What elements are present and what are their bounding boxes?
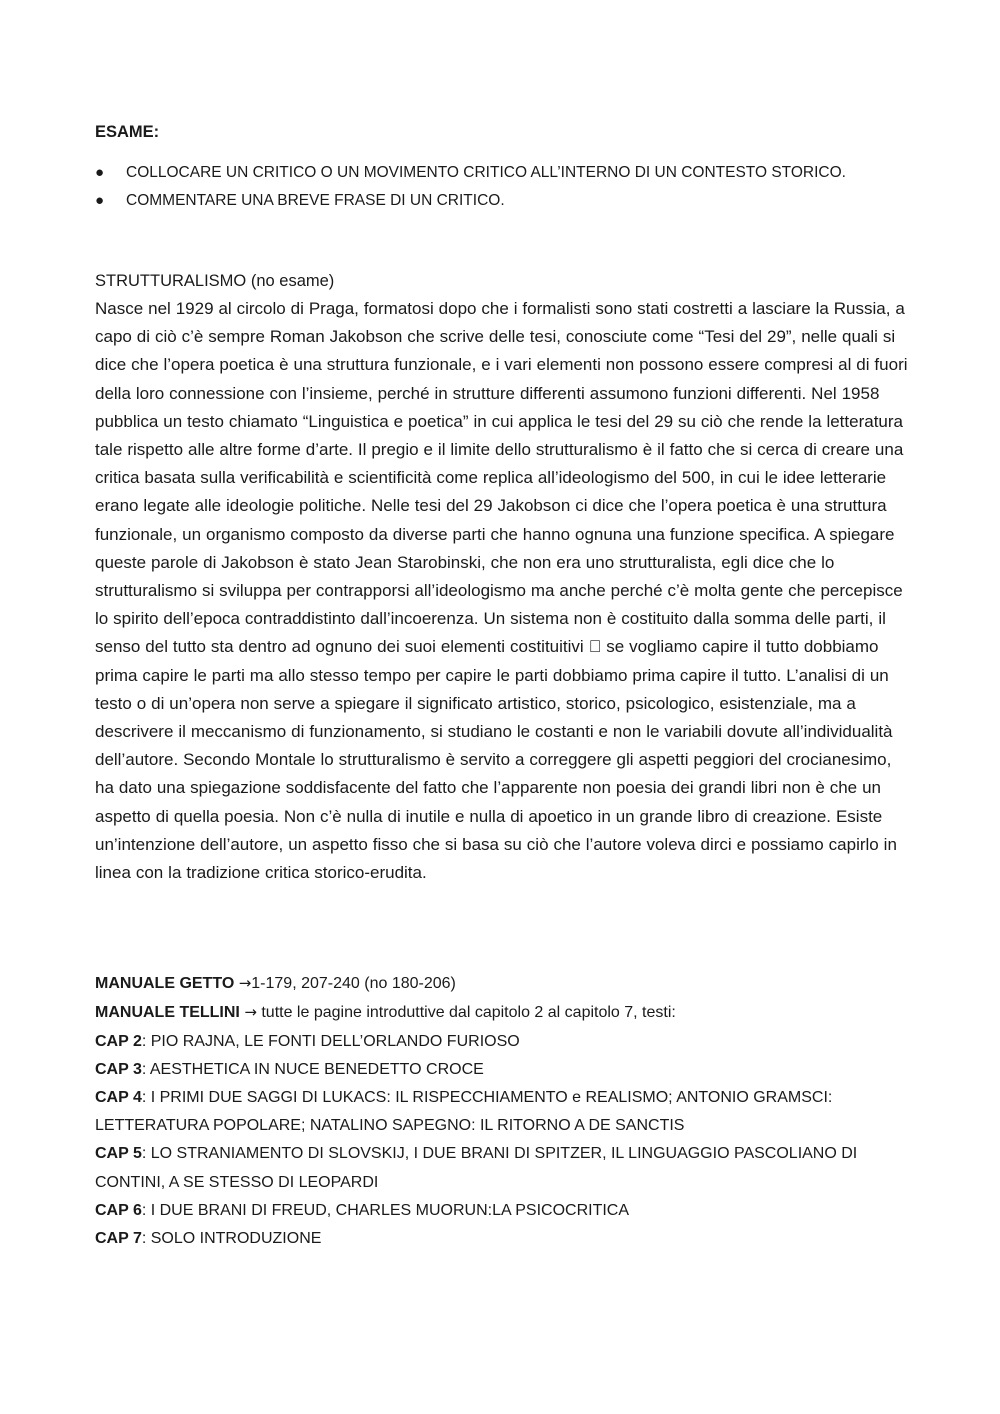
exam-bullet-item (95, 187, 910, 215)
exam-bullet-text: COMMENTARE UNA BREVE FRASE DI UN CRITICO. (126, 192, 505, 209)
chapter-text: : AESTHETICA IN NUCE BENEDETTO CROCE (141, 1060, 484, 1078)
chapter-line (95, 1140, 910, 1196)
chapter-line (95, 1225, 910, 1253)
chapter-label: CAP 3 (95, 1060, 142, 1078)
chapter-label: CAP 2 (95, 1032, 142, 1050)
bullet-icon: ● (95, 192, 105, 209)
bullet-icon: ● (95, 164, 105, 181)
structuralism-paragraph: Nasce nel 1929 al circolo di Praga, formatosi dopo che i formalisti sono stati costretti a lasciare la Russia, a capo di ciò c’è sempre Roman Jakobson che scrive delle tesi, conosciute come “Tesi del 29”, nelle quali si dice che l’opera poetica è una struttura funzionale, e i vari elementi non possono essere compresi al di fuori della loro connessione con l’insieme, perché in strutture differenti assumono funzioni differenti. Nel 1958 pubblica un testo chiamato “Linguistica e poetica” in cui applica le tesi del 29 su ciò che rende la letteratura tale rispetto alle altre forme d’arte. Il pregio e il limite dello strutturalismo è il fatto che si cerca di creare una critica basata sulla verificabilità e scientificità come replica all’ideologismo del 500, in cui le idee letterarie erano legate alle ideologie politiche. Nelle tesi del 29 Jakobson ci dice che l’opera poetica è una struttura funzionale, un organismo composto da diverse parti che hanno ognuna una funzione specifica. A spiegare queste parole di Jakobson è stato Jean Starobinski, che non era uno strutturalista, egli dice che lo strutturalismo si sviluppa per contrapporsi all’ideologismo ma anche perché c’è molta gente che percepisce lo spirito dell’epoca contraddistinto dall’incoerenza. Un sistema non è costituito dalla somma delle parti, il senso del tutto sta dentro ad ognuno dei suoi elementi costituitivi ￾ se vogliamo capire il tutto dobbiamo prima capire le parti ma allo stesso tempo per capire le parti dobbiamo prima capire il tutto. L’analisi di un testo o di un’opera non serve a spiegare il significato artistico, storico, psicologico, esistenziale, ma a descrivere il meccanismo di funzionamento, si studiano le costanti e non le variabili dovute all’individualità dell’autore. Secondo Montale lo strutturalismo è servito a correggere gli aspetti peggiori del crocianesimo, ha dato una spiegazione soddisfacente del fatto che l’apparente non poesia dei grandi libri non è che un aspetto di quella poesia. Non c’è nulla di inutile e nulla di apoetico in un grande libro di creazione. Esiste un’intenzione dell’autore, un aspetto fisso che si basa su ciò che l’autore voleva dirci e possiamo capirlo in linea con la tradizione critica storico-erudita. (95, 299, 908, 883)
exam-bullet-text: COLLOCARE UN CRITICO O UN MOVIMENTO CRITICO ALL’INTERNO DI UN CONTESTO STORICO. (126, 164, 846, 181)
exam-bullet-list (95, 159, 910, 215)
chapter-label: CAP 4 (95, 1089, 142, 1107)
chapter-line (95, 1028, 910, 1056)
chapter-label: CAP 7 (95, 1230, 142, 1248)
chapter-label: CAP 6 (95, 1201, 142, 1219)
references-section (95, 969, 910, 1253)
chapter-text: : SOLO INTRODUZIONE (141, 1230, 322, 1248)
arrow-right-icon: → (244, 1003, 257, 1022)
chapter-text: : I DUE BRANI DI FREUD, CHARLES MUORUN:LA PSICOCRITICA (141, 1201, 630, 1219)
document-content (95, 118, 910, 1253)
arrow-right-icon: → (238, 974, 252, 993)
structuralism-title: STRUTTURALISMO (no esame) (95, 272, 335, 290)
chapter-line (95, 1084, 910, 1140)
manual-getto-pages: 1-179, 207-240 (no 180-206) (251, 975, 456, 993)
chapter-label: CAP 5 (95, 1145, 142, 1163)
chapter-text: : LO STRANIAMENTO DI SLOVSKIJ, I DUE BRANI DI SPITZER, IL LINGUAGGIO PASCOLIANO DI CONTINI, A SE STESSO DI LEOPARDI (95, 1145, 858, 1191)
manual-tellini-text: tutte le pagine introduttive dal capitolo 2 al capitolo 7, testi: (256, 1004, 676, 1022)
chapter-line (95, 1056, 910, 1084)
manual-tellini-line (95, 998, 910, 1027)
exam-bullet-item (95, 159, 910, 187)
chapter-text: : I PRIMI DUE SAGGI DI LUKACS: IL RISPECCHIAMENTO e REALISMO; ANTONIO GRAMSCI: LETTERATURA POPOLARE; NATALINO SAPEGNO: IL RITORNO A DE SANCTIS (95, 1089, 833, 1135)
chapter-line (95, 1197, 910, 1225)
manual-getto-line (95, 969, 910, 998)
chapter-text: : PIO RAJNA, LE FONTI DELL’ORLANDO FURIOSO (141, 1032, 520, 1050)
exam-heading: ESAME: (95, 123, 160, 141)
manual-tellini-label: MANUALE TELLINI (95, 1004, 245, 1022)
manual-getto-label: MANUALE GETTO (95, 975, 239, 993)
